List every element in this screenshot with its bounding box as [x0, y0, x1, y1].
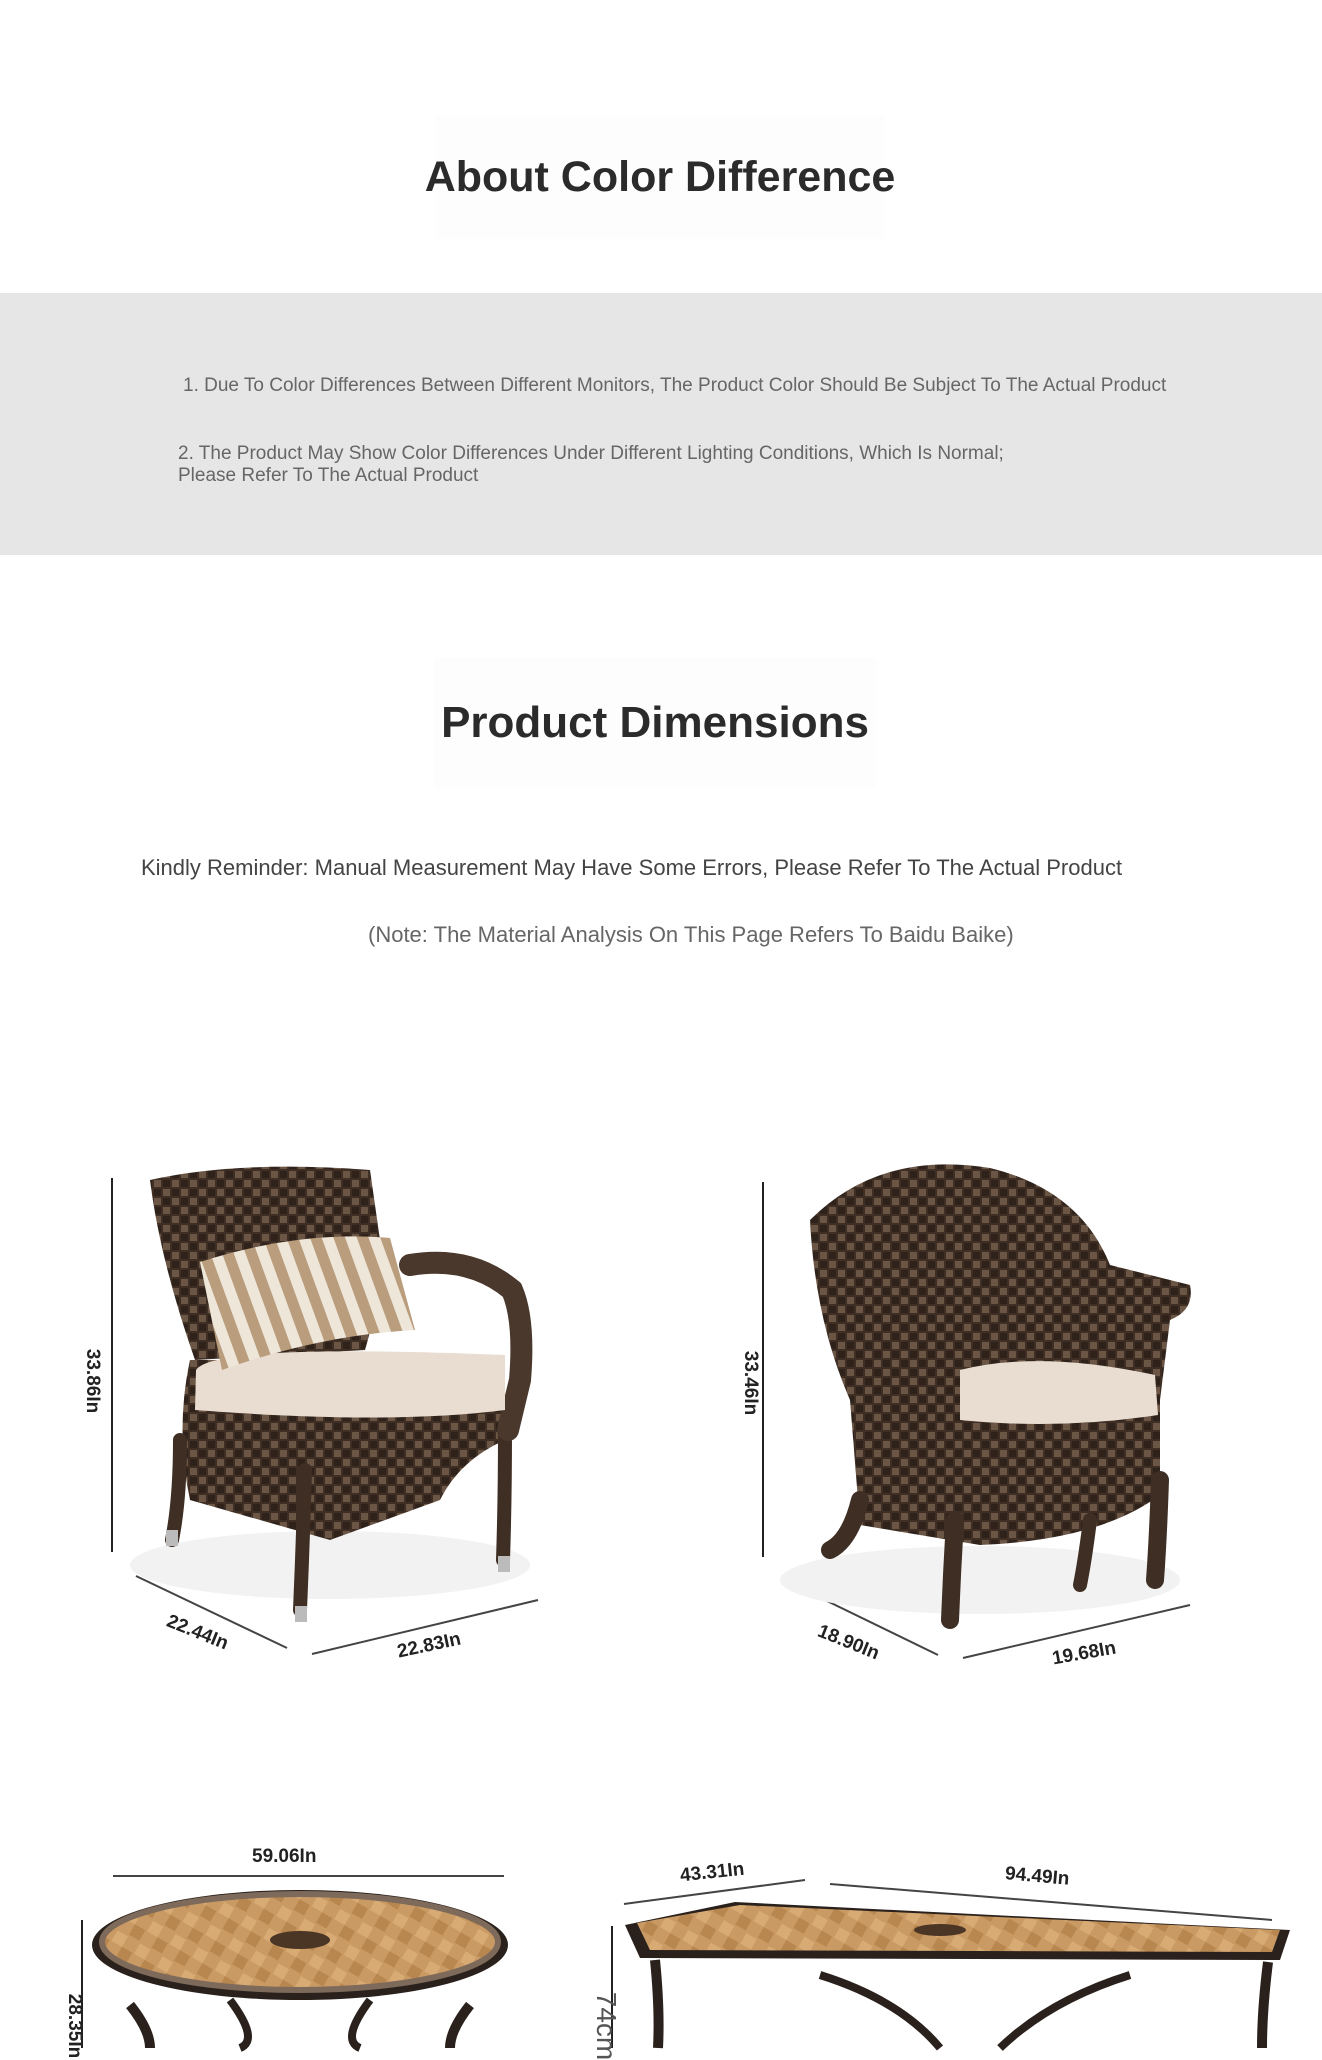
chair-1-height-label: 33.86In [82, 1348, 104, 1414]
round-table-diameter-label: 59.06In [252, 1846, 317, 1867]
color-note-1: 1. Due To Color Differences Between Different Monitors, The Product Color Should Be Subject To The Actual Product [183, 375, 1167, 396]
chair-2-height-label: 33.46In [740, 1350, 762, 1416]
color-note-2-line-2: Please Refer To The Actual Product [178, 465, 479, 486]
rect-table-width-label: 43.31In [679, 1858, 746, 1887]
rect-table-length-label: 94.49In [1004, 1863, 1071, 1890]
color-section-title: About Color Difference [424, 152, 896, 201]
chair-2-depth-label: 18.90In [814, 1620, 883, 1665]
material-note: (Note: The Material Analysis On This Page Refers To Baidu Baike) [368, 922, 1014, 947]
chair-2-width-label: 19.68In [1050, 1637, 1118, 1670]
color-note-2-line-1: 2. The Product May Show Color Differences Under Different Lighting Conditions, Which Is Normal; [178, 443, 1004, 464]
chair-1-width-label: 22.83In [395, 1628, 463, 1663]
chair-1-depth-label: 22.44In [163, 1610, 232, 1655]
measurement-reminder: Kindly Reminder: Manual Measurement May Have Some Errors, Please Refer To The Actual Product [141, 855, 1123, 880]
rect-table-height-label: 74cm [591, 1991, 623, 2060]
round-table-height-label: 28.35In [64, 1993, 86, 2059]
dimensions-section-title: Product Dimensions [441, 698, 869, 747]
